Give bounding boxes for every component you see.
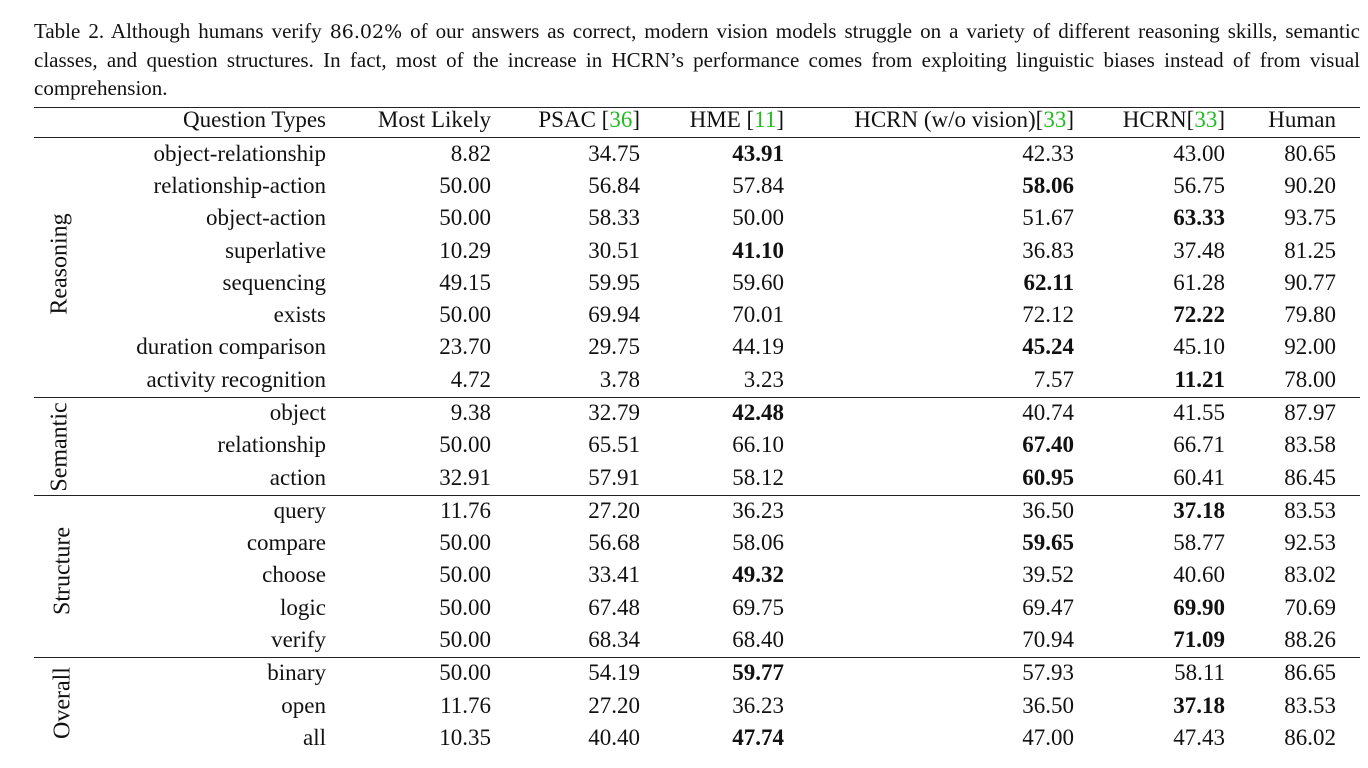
value-cell: 58.33 — [588, 205, 640, 230]
value-cell: 42.33 — [1022, 141, 1074, 166]
value-cell: 41.55 — [1173, 400, 1225, 425]
value-cell: 3.23 — [743, 367, 784, 392]
question-type-cell: sequencing — [222, 270, 326, 295]
value-cell: 39.52 — [1022, 562, 1074, 587]
value-cell: 50.00 — [439, 595, 491, 620]
value-cell: 87.97 — [1284, 400, 1336, 425]
header-hcrn-label: HCRN[ — [1122, 107, 1195, 132]
question-type-cell: compare — [246, 530, 326, 555]
header-hcrn-no-vision — [800, 104, 1074, 136]
value-cell: 71.09 — [1173, 627, 1225, 652]
value-cell: 56.68 — [588, 530, 640, 555]
header-psac — [500, 104, 640, 136]
value-cell: 79.80 — [1284, 302, 1336, 327]
value-cell: 69.47 — [1022, 595, 1074, 620]
question-type-cell: object-relationship — [153, 141, 326, 166]
value-cell: 23.70 — [439, 334, 491, 359]
value-cell: 45.10 — [1173, 334, 1225, 359]
value-cell: 56.84 — [588, 173, 640, 198]
value-cell: 50.00 — [439, 302, 491, 327]
value-cell: 83.53 — [1284, 693, 1336, 718]
value-cell: 3.78 — [599, 367, 640, 392]
value-cell: 88.26 — [1284, 627, 1336, 652]
value-cell: 49.15 — [439, 270, 491, 295]
value-cell: 4.72 — [450, 367, 491, 392]
question-type-cell: all — [303, 725, 326, 750]
value-cell: 67.48 — [588, 595, 640, 620]
value-cell: 90.20 — [1284, 173, 1336, 198]
caption-prefix: Table 2. Although humans verify — [34, 19, 330, 43]
header-question-types: Question Types — [183, 107, 326, 132]
value-cell: 51.67 — [1022, 205, 1074, 230]
group-label-semantic: Semantic — [46, 402, 73, 492]
value-cell: 61.28 — [1173, 270, 1225, 295]
question-type-cell: duration comparison — [136, 334, 326, 359]
value-cell: 58.11 — [1174, 660, 1225, 685]
value-cell: 50.00 — [439, 432, 491, 457]
header-hcrn-bracket: ] — [1217, 107, 1225, 132]
group-label-structure: Structure — [49, 527, 76, 615]
value-cell: 66.10 — [732, 432, 784, 457]
value-cell: 58.06 — [1022, 173, 1074, 198]
question-type-cell: binary — [267, 660, 326, 685]
value-cell: 27.20 — [588, 498, 640, 523]
value-cell: 32.79 — [588, 400, 640, 425]
value-cell: 36.23 — [732, 693, 784, 718]
value-cell: 69.90 — [1173, 595, 1225, 620]
value-cell: 33.41 — [588, 562, 640, 587]
value-cell: 11.21 — [1174, 367, 1225, 392]
value-cell: 70.01 — [732, 302, 784, 327]
value-cell: 59.60 — [732, 270, 784, 295]
value-cell: 70.69 — [1284, 595, 1336, 620]
value-cell: 36.50 — [1022, 498, 1074, 523]
value-cell: 40.74 — [1022, 400, 1074, 425]
value-cell: 32.91 — [439, 465, 491, 490]
value-cell: 30.51 — [588, 238, 640, 263]
header-hcrn-no-vision-bracket: ] — [1066, 107, 1074, 132]
value-cell: 90.77 — [1284, 270, 1336, 295]
group-label-reasoning: Reasoning — [46, 213, 73, 315]
value-cell: 8.82 — [450, 141, 491, 166]
question-type-cell: activity recognition — [146, 367, 326, 392]
value-cell: 57.84 — [732, 173, 784, 198]
value-cell: 9.38 — [450, 400, 491, 425]
value-cell: 11.76 — [440, 693, 491, 718]
header-hcrn — [1090, 104, 1225, 136]
value-cell: 83.58 — [1284, 432, 1336, 457]
value-cell: 10.35 — [439, 725, 491, 750]
value-cell: 27.20 — [588, 693, 640, 718]
header-hme-citation[interactable]: 11 — [754, 107, 777, 132]
value-cell: 50.00 — [439, 173, 491, 198]
header-most-likely: Most Likely — [377, 107, 491, 132]
value-cell: 49.32 — [732, 562, 784, 587]
value-cell: 36.23 — [732, 498, 784, 523]
group-label-overall: Overall — [49, 667, 76, 739]
value-cell: 40.40 — [588, 725, 640, 750]
value-cell: 67.40 — [1022, 432, 1074, 457]
value-cell: 58.77 — [1173, 530, 1225, 555]
value-cell: 50.00 — [732, 205, 784, 230]
question-type-cell: open — [281, 693, 326, 718]
value-cell: 68.40 — [732, 627, 784, 652]
header-hme-bracket: ] — [776, 107, 784, 132]
header-psac-bracket: ] — [632, 107, 640, 132]
question-type-cell: relationship — [217, 432, 326, 457]
value-cell: 59.77 — [732, 660, 784, 685]
header-hcrn-no-vision-label: HCRN (w/o vision)[ — [854, 107, 1044, 132]
value-cell: 78.00 — [1284, 367, 1336, 392]
question-type-cell: verify — [271, 627, 326, 652]
header-hme — [650, 104, 784, 136]
value-cell: 40.60 — [1173, 562, 1225, 587]
value-cell: 83.02 — [1284, 562, 1336, 587]
value-cell: 47.43 — [1173, 725, 1225, 750]
question-type-cell: superlative — [225, 238, 326, 263]
value-cell: 81.25 — [1284, 238, 1336, 263]
value-cell: 45.24 — [1022, 334, 1074, 359]
value-cell: 44.19 — [732, 334, 784, 359]
value-cell: 41.10 — [732, 238, 784, 263]
value-cell: 59.95 — [588, 270, 640, 295]
value-cell: 47.74 — [732, 725, 784, 750]
value-cell: 50.00 — [439, 660, 491, 685]
value-cell: 70.94 — [1022, 627, 1074, 652]
value-cell: 54.19 — [588, 660, 640, 685]
value-cell: 50.00 — [439, 627, 491, 652]
value-cell: 80.65 — [1284, 141, 1336, 166]
value-cell: 86.02 — [1284, 725, 1336, 750]
value-cell: 59.65 — [1022, 530, 1074, 555]
value-cell: 42.48 — [732, 400, 784, 425]
value-cell: 72.12 — [1022, 302, 1074, 327]
caption-suffix: of our answers as correct, modern vision models struggle on a variety of different reasoning skills, semantic classes, and question structures. In fact, most of the increase in HCRN’s performance comes from exploiting linguistic biases instead of from visual comprehension. — [34, 19, 1360, 100]
value-cell: 83.53 — [1284, 498, 1336, 523]
value-cell: 29.75 — [588, 334, 640, 359]
header-hme-label: HME [ — [689, 107, 755, 132]
question-type-cell: object — [269, 400, 326, 425]
header-psac-label: PSAC [ — [538, 107, 610, 132]
value-cell: 58.06 — [732, 530, 784, 555]
value-cell: 69.75 — [732, 595, 784, 620]
value-cell: 34.75 — [588, 141, 640, 166]
value-cell: 11.76 — [440, 498, 491, 523]
table-caption — [34, 17, 1360, 102]
value-cell: 58.12 — [732, 465, 784, 490]
header-hcrn-citation[interactable]: 33 — [1194, 107, 1218, 132]
value-cell: 69.94 — [588, 302, 640, 327]
value-cell: 7.57 — [1033, 367, 1074, 392]
value-cell: 92.53 — [1284, 530, 1336, 555]
value-cell: 62.11 — [1023, 270, 1074, 295]
question-type-cell: logic — [280, 595, 326, 620]
value-cell: 37.18 — [1173, 693, 1225, 718]
value-cell: 66.71 — [1173, 432, 1225, 457]
value-cell: 43.91 — [732, 141, 784, 166]
value-cell: 37.18 — [1173, 498, 1225, 523]
value-cell: 65.51 — [588, 432, 640, 457]
header-psac-citation[interactable]: 36 — [609, 107, 633, 132]
question-type-cell: choose — [262, 562, 326, 587]
caption-percent: 86.02% — [329, 21, 403, 43]
value-cell: 47.00 — [1022, 725, 1074, 750]
value-cell: 50.00 — [439, 205, 491, 230]
value-cell: 68.34 — [588, 627, 640, 652]
value-cell: 56.75 — [1173, 173, 1225, 198]
value-cell: 37.48 — [1173, 238, 1225, 263]
value-cell: 86.45 — [1284, 465, 1336, 490]
value-cell: 63.33 — [1173, 205, 1225, 230]
question-type-cell: query — [273, 498, 326, 523]
value-cell: 60.95 — [1022, 465, 1074, 490]
value-cell: 57.91 — [588, 465, 640, 490]
question-type-cell: object-action — [205, 205, 326, 230]
value-cell: 43.00 — [1173, 141, 1225, 166]
value-cell: 36.50 — [1022, 693, 1074, 718]
header-hcrn-no-vision-citation[interactable]: 33 — [1043, 107, 1067, 132]
question-type-cell: relationship-action — [153, 173, 326, 198]
value-cell: 86.65 — [1284, 660, 1336, 685]
value-cell: 50.00 — [439, 562, 491, 587]
question-type-cell: action — [269, 465, 326, 490]
value-cell: 10.29 — [439, 238, 491, 263]
value-cell: 36.83 — [1022, 238, 1074, 263]
value-cell: 57.93 — [1022, 660, 1074, 685]
value-cell: 60.41 — [1173, 465, 1225, 490]
header-human: Human — [1268, 107, 1336, 132]
value-cell: 50.00 — [439, 530, 491, 555]
value-cell: 93.75 — [1284, 205, 1336, 230]
value-cell: 72.22 — [1173, 302, 1225, 327]
value-cell: 92.00 — [1284, 334, 1336, 359]
question-type-cell: exists — [273, 302, 326, 327]
